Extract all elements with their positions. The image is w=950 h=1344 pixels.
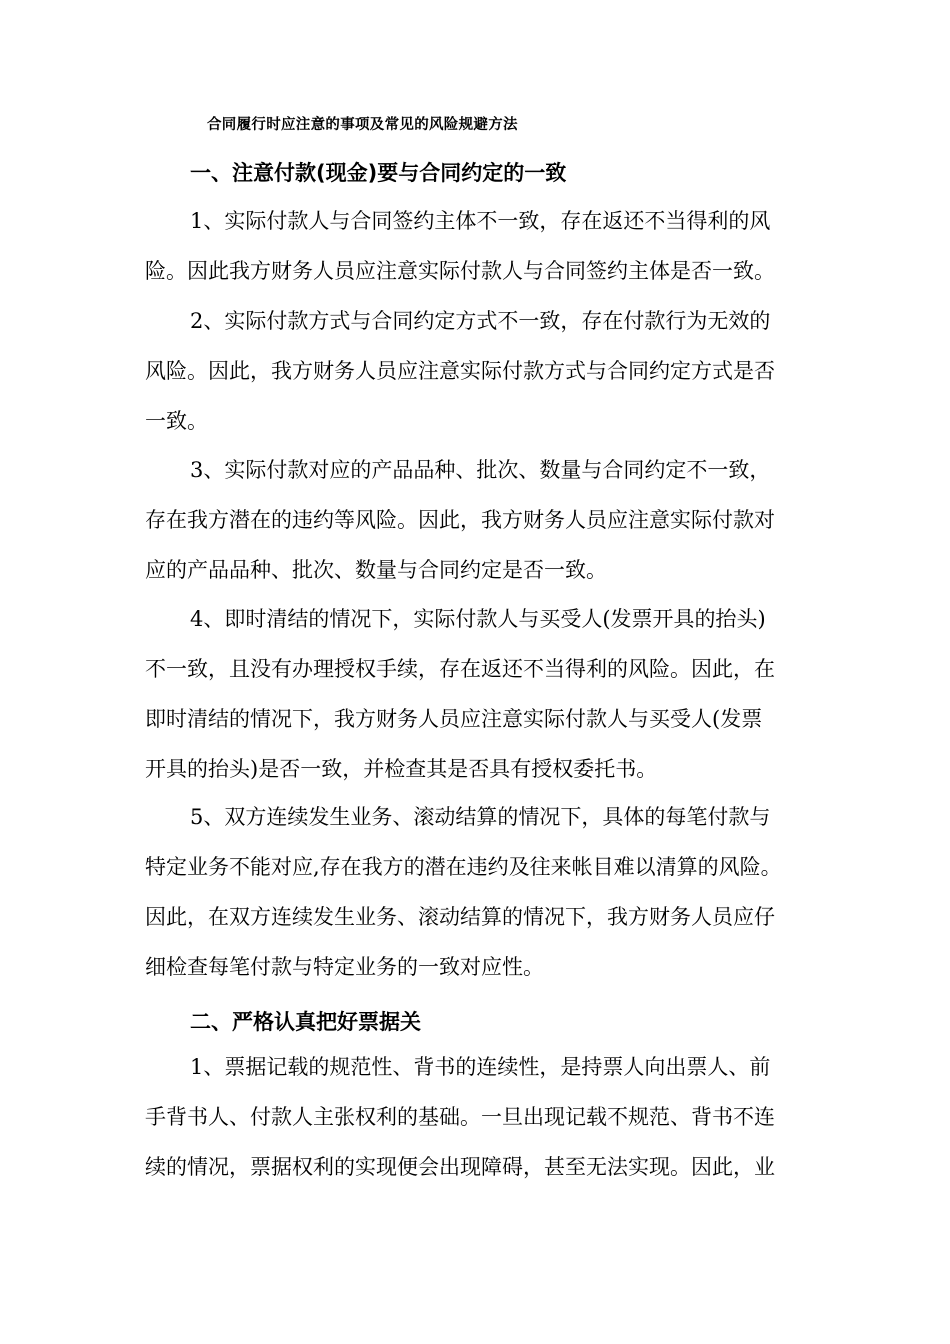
text-line: 续的情况，票据权利的实现便会出现障碍，甚至无法实现。因此，业 (145, 1155, 775, 1179)
text-line: 特定业务不能对应,存在我方的潜在违约及往来帐目难以清算的风险。 (145, 855, 782, 879)
paragraph-1-3 (145, 445, 825, 595)
paragraph-1-2 (145, 296, 825, 446)
text-line: 2、实际付款方式与合同约定方式不一致，存在付款行为无效的 (190, 309, 771, 333)
text-line: 1、实际付款人与合同签约主体不一致，存在返还不当得利的风 (190, 209, 771, 233)
text-line: 风险。因此，我方财务人员应注意实际付款方式与合同约定方式是否 (145, 359, 775, 383)
text-line: 即时清结的情况下，我方财务人员应注意实际付款人与买受人(发票 (145, 707, 763, 731)
text-line: 一致。 (145, 409, 208, 433)
text-line: 手背书人、付款人主张权利的基础。一旦出现记载不规范、背书不连 (145, 1105, 775, 1129)
paragraph-1-4 (145, 594, 825, 794)
text-line: 5、双方连续发生业务、滚动结算的情况下，具体的每笔付款与 (190, 805, 771, 829)
document-title: 合同履行时应注意的事项及常见的风险规避方法 (207, 117, 518, 133)
text-line: 4、即时清结的情况下，实际付款人与买受人(发票开具的抬头) (190, 607, 766, 631)
section-heading-2: 二、严格认真把好票据关 (190, 1010, 421, 1034)
text-line: 因此，在双方连续发生业务、滚动结算的情况下，我方财务人员应仔 (145, 905, 775, 929)
section-heading-1: 一、注意付款(现金)要与合同约定的一致 (190, 161, 567, 185)
text-line: 开具的抬头)是否一致，并检查其是否具有授权委托书。 (145, 757, 658, 781)
text-line: 险。因此我方财务人员应注意实际付款人与合同签约主体是否一致。 (145, 259, 775, 283)
text-line: 存在我方潜在的违约等风险。因此，我方财务人员应注意实际付款对 (145, 508, 775, 532)
text-line: 细检查每笔付款与特定业务的一致对应性。 (145, 955, 544, 979)
text-line: 1、票据记载的规范性、背书的连续性，是持票人向出票人、前 (190, 1055, 771, 1079)
text-line: 应的产品品种、批次、数量与合同约定是否一致。 (145, 558, 607, 582)
text-line: 不一致，且没有办理授权手续，存在返还不当得利的风险。因此，在 (145, 657, 775, 681)
paragraph-1-1 (145, 196, 825, 296)
paragraph-2-1 (145, 1042, 825, 1192)
paragraph-1-5 (145, 792, 825, 992)
text-line: 3、实际付款对应的产品品种、批次、数量与合同约定不一致， (190, 458, 771, 482)
